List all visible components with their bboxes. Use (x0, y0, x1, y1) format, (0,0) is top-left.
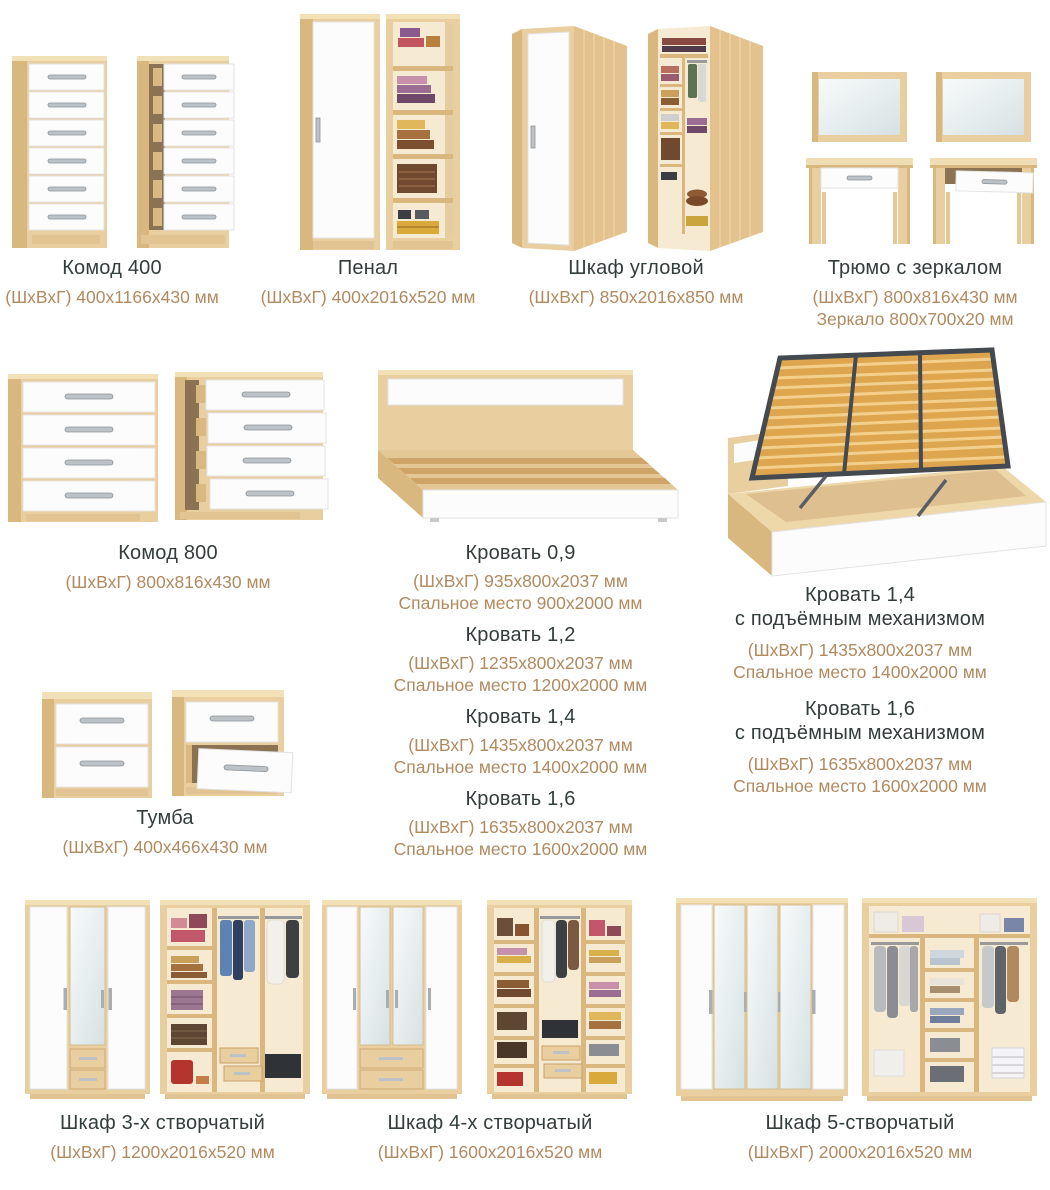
product-dimensions: Спальное место 900х2000 мм (398, 593, 643, 613)
product-title: Кровать 1,4 (804, 584, 916, 606)
product-dimensions: Спальное место 1600х2000 мм (393, 839, 648, 859)
product-dimensions: (ШхВхГ) 1635х800х2037 мм (408, 817, 633, 837)
krovat-16-caption (348, 787, 693, 860)
shkaf-3-closed-image (25, 900, 150, 1100)
product-dimensions: Зеркало 800х700х20 мм (816, 309, 1014, 329)
krovat-12-caption (348, 623, 693, 696)
komod-400-caption (0, 256, 237, 308)
shkaf-4-open-image (487, 900, 632, 1100)
tryumo-closed-image (806, 72, 913, 244)
product-title: Тумба (136, 807, 194, 829)
product-dimensions: (ШхВхГ) 1600х2016х520 мм (377, 1142, 603, 1162)
product-dimensions: Спальное место 1400х2000 мм (393, 757, 648, 777)
product-dimensions: (ШхВхГ) 2000х2016х520 мм (747, 1142, 973, 1162)
shkaf-4-caption (330, 1111, 650, 1163)
product-dimensions: Спальное место 1400х2000 мм (733, 662, 987, 682)
product-dimensions: (ШхВхГ) 800х816х430 мм (65, 572, 271, 592)
krovat-14pm-caption (680, 583, 1040, 683)
product-title: Кровать 1,6 (465, 788, 576, 810)
penal-caption (248, 256, 488, 308)
product-title: Шкаф 4-х створчатый (387, 1112, 593, 1134)
krovat-14-caption (348, 705, 693, 778)
product-subtitle: с подъёмным механизмом (734, 722, 986, 744)
product-title: Шкаф 3-х створчатый (60, 1112, 265, 1134)
tryumo-caption (795, 256, 1035, 330)
product-dimensions: (ШхВхГ) 850х2016х850 мм (528, 287, 744, 307)
product-title: Кровать 1,6 (804, 698, 916, 720)
product-dimensions: (ШхВхГ) 1235х800х2037 мм (408, 653, 633, 673)
product-dimensions: (ШхВхГ) 1435х800х2037 мм (408, 735, 633, 755)
komod-800-open-image (172, 372, 332, 524)
product-title: Кровать 1,2 (465, 624, 576, 646)
tumba-open-image (172, 690, 300, 804)
krovat-16pm-caption (680, 697, 1040, 797)
product-title: Пенал (337, 257, 399, 279)
krovat-captions (348, 541, 693, 869)
shkaf-uglovoy-open-image (648, 26, 763, 254)
komod-400-closed-image (12, 56, 107, 253)
tumba-caption (25, 806, 305, 858)
product-dimensions: (ШхВхГ) 1200х2016х520 мм (50, 1142, 275, 1162)
product-dimensions: (ШхВхГ) 400х466х430 мм (62, 837, 268, 857)
product-subtitle: с подъёмным механизмом (734, 608, 986, 630)
product-dimensions: (ШхВхГ) 800х816х430 мм (812, 287, 1018, 307)
komod-800-closed-image (8, 374, 158, 526)
komod-400-open-image (133, 56, 237, 253)
penal-open-image (386, 14, 460, 256)
penal-closed-image (300, 14, 380, 256)
krovat-podyomny-image (700, 346, 1050, 581)
krovat-image (360, 366, 690, 523)
product-title: Шкаф 5-створчатый (765, 1112, 955, 1134)
krovat-podyomny-captions (680, 583, 1040, 797)
product-dimensions: (ШхВхГ) 935х800х2037 мм (413, 571, 628, 591)
shkaf-5-caption (690, 1111, 1030, 1163)
product-dimensions: (ШхВхГ) 1435х800х2037 мм (747, 640, 973, 660)
krovat-09-caption (348, 541, 693, 614)
product-title: Кровать 0,9 (465, 542, 576, 564)
shkaf-3-open-image (160, 900, 310, 1100)
product-dimensions: Спальное место 1600х2000 мм (733, 776, 987, 796)
shkaf-5-open-image (862, 898, 1037, 1103)
shkaf-uglovoy-closed-image (512, 26, 627, 254)
product-dimensions: (ШхВхГ) 400х2016х520 мм (260, 287, 476, 307)
product-title: Комод 400 (62, 257, 162, 279)
product-title: Комод 800 (118, 542, 218, 564)
product-title: Шкаф угловой (568, 257, 704, 279)
product-dimensions: (ШхВхГ) 1635х800х2037 мм (747, 754, 973, 774)
product-title: Кровать 1,4 (465, 706, 576, 728)
tryumo-open-image (930, 72, 1042, 244)
shkaf-uglovoy-caption (512, 256, 760, 308)
shkaf-5-closed-image (676, 898, 848, 1103)
product-dimensions: Спальное место 1200х2000 мм (393, 675, 648, 695)
tumba-closed-image (42, 692, 152, 806)
komod-800-caption (28, 541, 308, 593)
product-dimensions: (ШхВхГ) 400х1166х430 мм (5, 287, 219, 307)
shkaf-3-caption (5, 1111, 320, 1163)
product-title: Трюмо с зеркалом (827, 257, 1003, 279)
shkaf-4-closed-image (322, 900, 462, 1100)
